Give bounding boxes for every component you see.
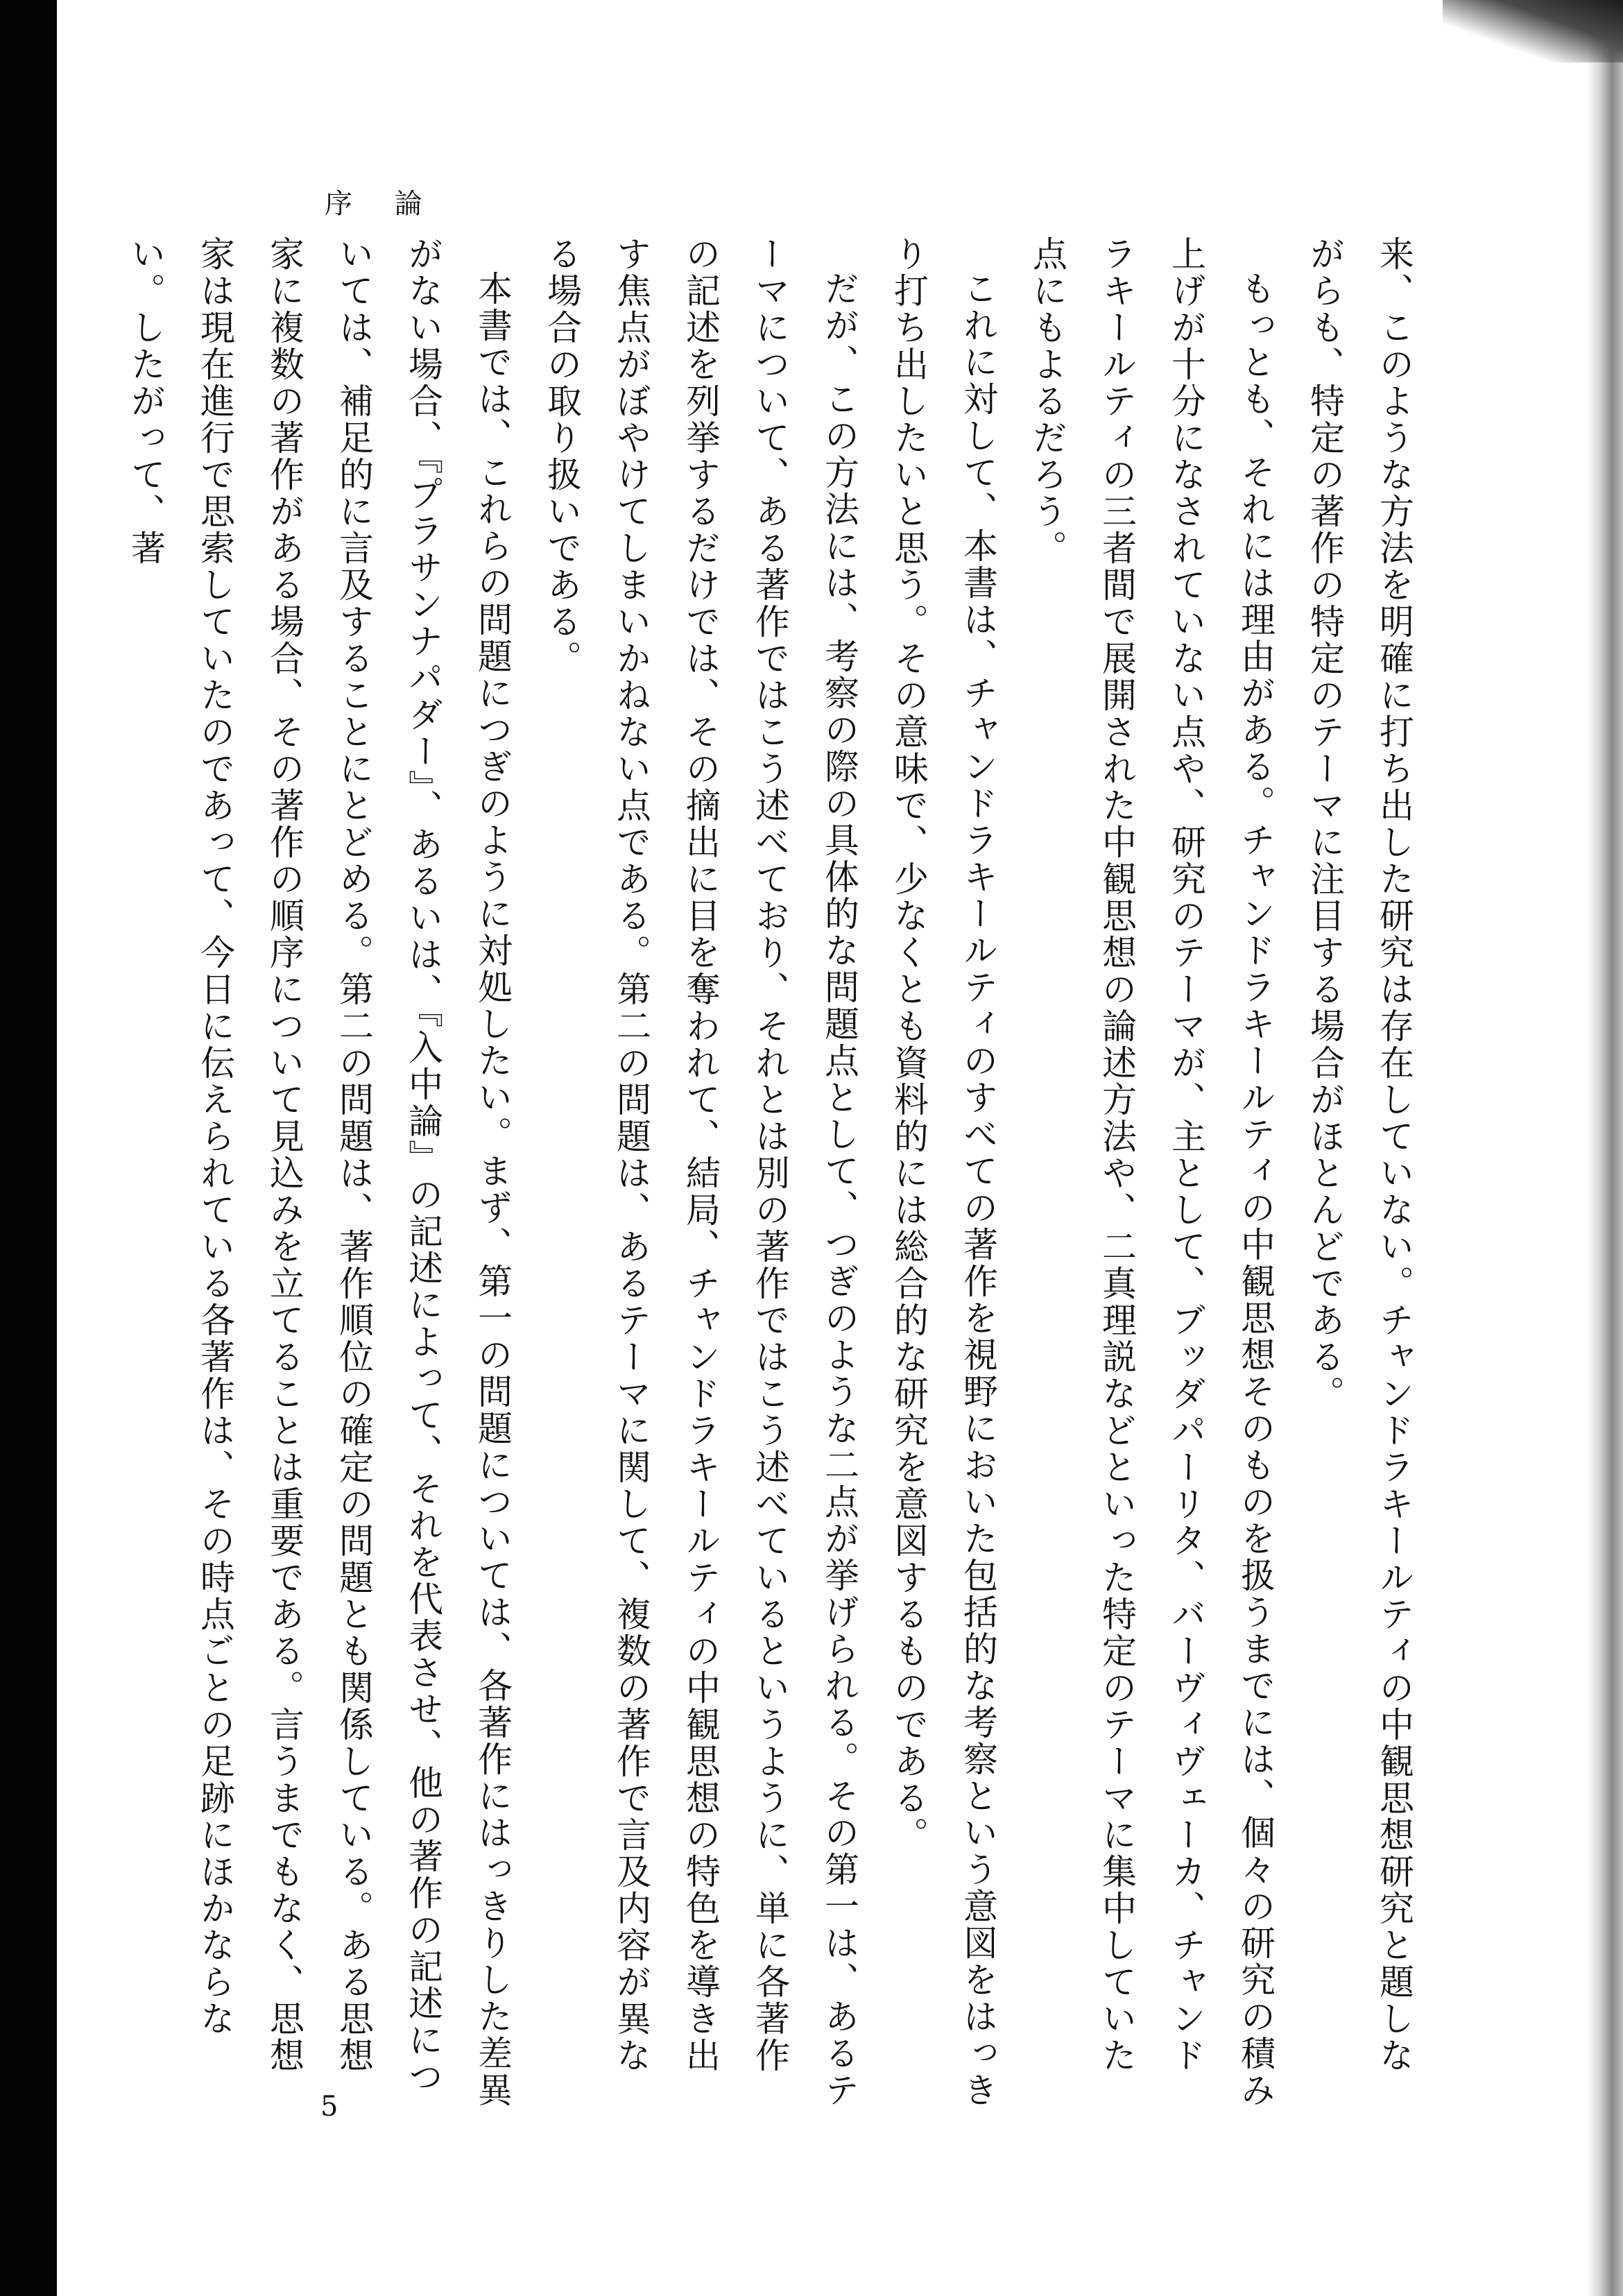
running-head: 序 論 (325, 188, 439, 220)
paragraph-2: もっとも、それには理由がある。チャンドラキールティの中観思想そのものを扱うまでには、個々の研究の積み上げが十分になされていない点や、研究のテーマが、主として、ブッダパーリタ、バーヴィヴェーカ、チャンドラキールティの三者間で展開された中観思想の論述方法や、二真理説などといった特定のテーマに集中していた点にもよるだろう。 (1027, 236, 1276, 2109)
paragraph-1: 来、このような方法を明確に打ち出した研究は存在していない。チャンドラキールティの中観思想研究と題しながらも、特定の著作の特定のテーマに注目する場合がほとんどである。 (1305, 236, 1414, 2074)
paragraph-5: 本書では、これらの問題につぎのように対処したい。まず、第一の問題については、各著作にはっきりした差異がない場合、『プラサンナパダー』、あるいは、『入中論』の記述によって、それを代表させ、他の著作の記述については、補足的に言及することにとどめる。第二の問題は、著作順位の確定の問題とも関係している。ある思想家に複数の著作がある場合、その著作の順序について見込みを立てることは重要である。言うまでもなく、思想家は現在進行で思索していたのであって、今日に伝えられている各著作は、その時点ごとの足跡にほかならない。したがって、著 (126, 236, 513, 2109)
scan-border-left (0, 0, 57, 2296)
scan-corner-shadow (1443, 0, 1623, 62)
paragraph-3: これに対して、本書は、チャンドラキールティのすべての著作を視野においた包括的な考察という意図をはっきり打ち出したいと思う。その意味で、少なくとも資料的には総合的な研究を意図するものである。 (888, 236, 998, 2109)
page-number: 5 (320, 2091, 338, 2123)
body-text (126, 236, 1429, 2109)
paragraph-4: だが、この方法には、考察の際の具体的な問題点として、つぎのような二点が挙げられる。その第一は、あるテーマについて、ある著作ではこう述べており、それとは別の著作ではこう述べているというように、単に各著作の記述を列挙するだけでは、その摘出に目を奪われて、結局、チャンドラキールティの中観思想の特色を導き出す焦点がぼやけてしまいかねない点である。第二の問題は、あるテーマに関して、複数の著作で言及内容が異なる場合の取り扱いである。 (542, 236, 859, 2109)
scan-border-right (1587, 0, 1623, 2296)
